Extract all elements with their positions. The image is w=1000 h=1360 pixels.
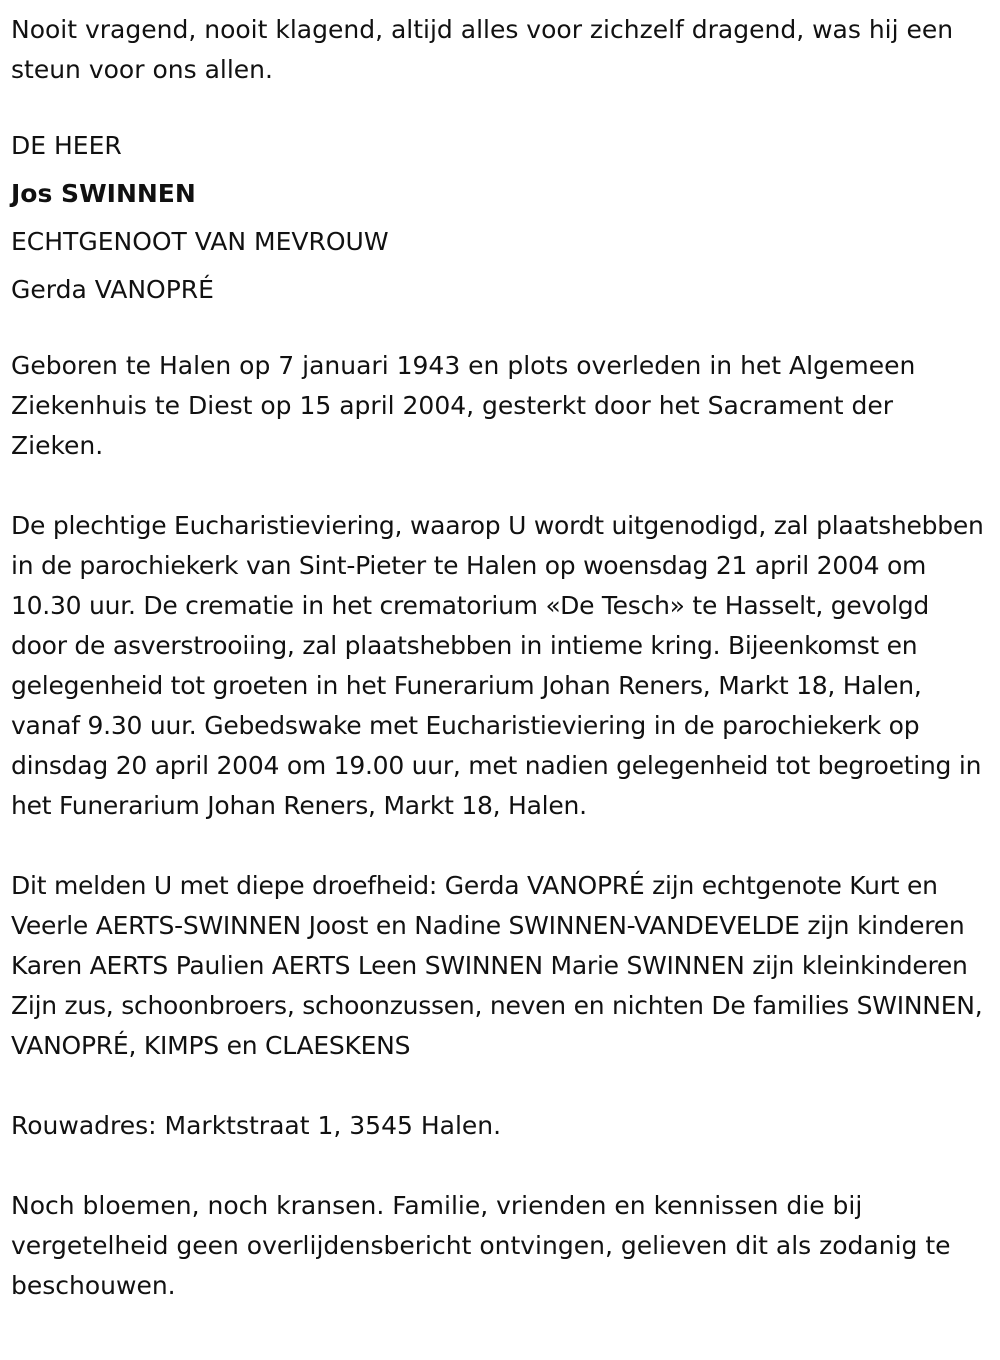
spouse-name: Gerda VANOPRÉ [11, 275, 214, 304]
address-paragraph: Rouwadres: Marktstraat 1, 3545 Halen. [11, 1111, 502, 1140]
birth-death-paragraph: Geboren te Halen op 7 januari 1943 en plots overleden in het Algemeen Ziekenhuis te Diest op 15 april 2004, gesterkt door het Sacrament der Zieken. [11, 351, 916, 460]
ceremony-paragraph: De plechtige Eucharistieviering, waarop U wordt uitgenodigd, zal plaatshebben in de parochiekerk van Sint-Pieter te Halen op woensdag 21 april 2004 om 10.30 uur. De crematie in het crematorium «De Tesch» te Hasselt, gevolgd door de asverstrooiing, zal plaatshebben in intieme kring. Bijeenkomst en gelegenheid tot groeten in het Funerarium Johan Reners, Markt 18, Halen, vanaf 9.30 uur. Gebedswake met Eucharistieviering in de parochiekerk op dinsdag 20 april 2004 om 19.00 uur, met nadien gelegenheid tot begroeting in het Funerarium Johan Reners, Markt 18, Halen. [11, 511, 984, 820]
family-paragraph: Dit melden U met diepe droefheid: Gerda VANOPRÉ zijn echtgenote Kurt en Veerle AERTS-SWINNEN Joost en Nadine SWINNEN-VANDEVELDE zijn kinderen Karen AERTS Paulien AERTS Leen SWINNEN Marie SWINNEN zijn kleinkinderen Zijn zus, schoonbroers, schoonzussen, neven en nichten De families SWINNEN, VANOPRÉ, KIMPS en CLAESKENS [11, 871, 983, 1060]
deceased-name: Jos SWINNEN [11, 179, 196, 208]
relation-label: ECHTGENOOT VAN MEVROUW [11, 227, 389, 256]
closing-paragraph: Noch bloemen, noch kransen. Familie, vrienden en kennissen die bij vergetelheid geen overlijdensbericht ontvingen, gelieven dit als zodanig te beschouwen. [11, 1191, 951, 1300]
deceased-header [11, 122, 988, 314]
intro-paragraph: Nooit vragend, nooit klagend, altijd alles voor zichzelf dragend, was hij een steun voor ons allen. [11, 15, 954, 84]
title-prefix: DE HEER [11, 131, 122, 160]
